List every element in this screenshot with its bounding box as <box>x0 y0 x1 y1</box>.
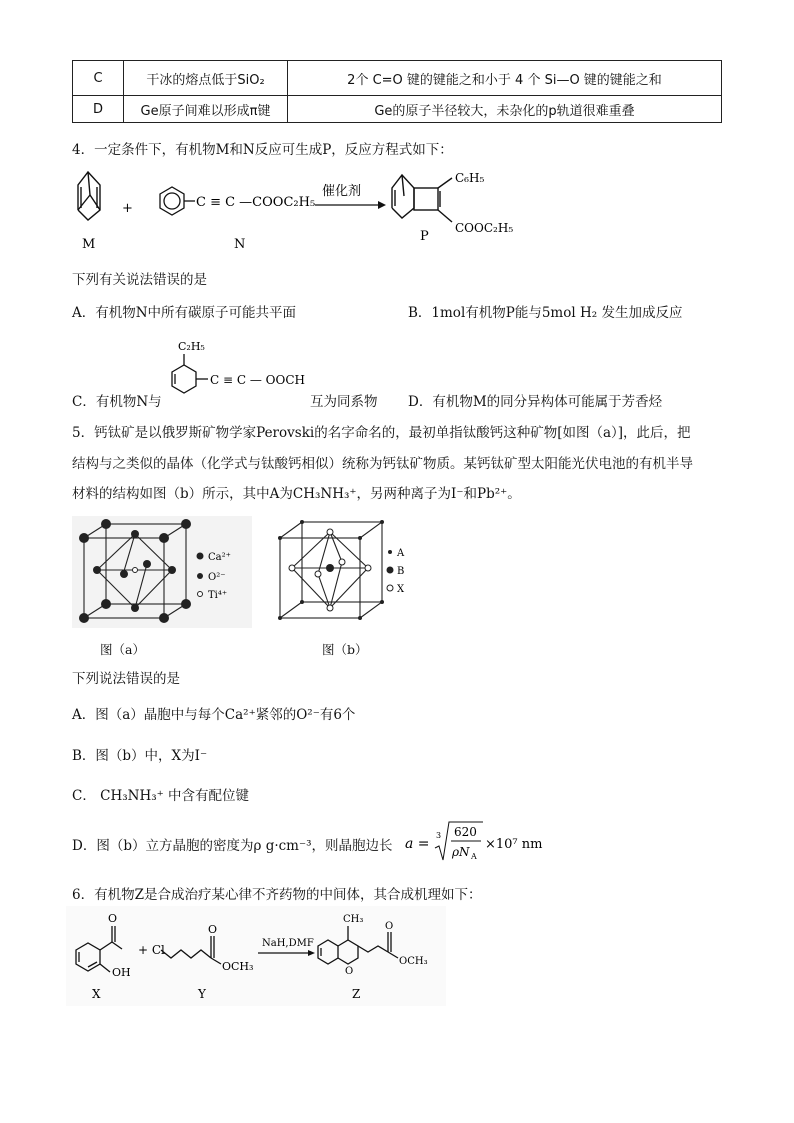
q4-reaction-scheme <box>60 160 540 255</box>
y-chloro: + Cl <box>138 943 165 957</box>
plus-sign: + <box>122 201 133 216</box>
option-cell: D <box>73 96 124 123</box>
molecule-n-ring <box>160 187 184 215</box>
q5-prompt: 下列说法错误的是 <box>72 671 180 687</box>
catalyst-label: 催化剂 <box>322 184 362 199</box>
formula-denominator-sub: A <box>471 852 477 861</box>
p-substituent-phenyl: C₆H₅ <box>455 171 485 185</box>
q4-option-c-structure <box>160 334 320 404</box>
formula-denominator: ρN <box>452 845 470 859</box>
q4-option-c-suffix: 互为同系物 <box>310 394 378 410</box>
legend-b-b: B <box>397 566 405 577</box>
caption-figure-a: 图（a） <box>100 642 145 657</box>
y-carbonyl-o: O <box>208 923 218 936</box>
table-row <box>73 61 722 96</box>
statement-cell: 干冰的熔点低于SiO₂ <box>124 61 288 96</box>
label-x: X <box>92 987 101 1001</box>
explanation-cell: Ge的原子半径较大，未杂化的p轨道很难重叠 <box>288 96 722 123</box>
q6-reaction-scheme <box>66 906 446 1006</box>
answer-table <box>72 60 722 123</box>
figure-b-unit-cell <box>270 516 410 628</box>
q5-option-d-prefix: D．图（b）立方晶胞的密度为ρ g·cm⁻³，则晶胞边长 <box>72 838 393 854</box>
label-z: Z <box>352 987 361 1001</box>
legend-b-x: X <box>397 584 405 595</box>
statement-cell: Ge原子间难以形成π键 <box>124 96 288 123</box>
molecule-p <box>392 175 452 222</box>
label-m: M <box>82 237 96 252</box>
q4-option-b: B．1mol有机物P能与5mol H₂ 发生加成反应 <box>408 305 683 321</box>
n-chain: C ≡ C —COOC₂H₅ <box>196 195 316 210</box>
q6-stem: 6．有机物Z是合成治疗某心律不齐药物的中间体，其合成机理如下： <box>72 887 482 903</box>
option-cell: C <box>73 61 124 96</box>
legend-a-ti: Ti⁴⁺ <box>208 590 228 601</box>
table-row <box>73 96 722 123</box>
label-p: P <box>420 229 429 244</box>
q4-stem: 4．一定条件下，有机物M和N反应可生成P，反应方程式如下： <box>72 142 453 158</box>
q5-option-d-formula <box>405 818 555 868</box>
legend-a-ca: Ca²⁺ <box>208 552 231 563</box>
z-carbonyl-o: O <box>385 921 394 932</box>
z-methyl: CH₃ <box>343 914 364 925</box>
reagent-label: NaH,DMF <box>262 938 314 949</box>
x-hydroxyl: OH <box>112 966 131 979</box>
caption-figure-b: 图（b） <box>322 642 368 657</box>
q5-line-1: 5．钙钛矿是以俄罗斯矿物学家Perovski的名字命名的，最初单指钛酸钙这种矿物[如图（a）]，此后，把 <box>72 425 691 441</box>
p-substituent-ester: COOC₂H₅ <box>455 221 514 235</box>
explanation-cell: 2个 C=O 键的键能之和小于 4 个 Si—O 键的键能之和 <box>288 61 722 96</box>
formula-a: a = <box>405 836 430 852</box>
formula-numerator: 620 <box>454 825 477 839</box>
c-chain: C ≡ C — OOCH <box>210 373 305 387</box>
x-carbonyl-o: O <box>108 912 118 925</box>
legend-a-o: O²⁻ <box>208 572 226 583</box>
root-index: 3 <box>436 831 442 840</box>
q5-line-3: 材料的结构如图（b）所示，其中A为CH₃NH₃⁺，另两种离子为I⁻和Pb²⁺。 <box>72 486 521 502</box>
c-ethyl-label: C₂H₅ <box>178 340 205 353</box>
z-methoxy: OCH₃ <box>399 956 428 967</box>
legend-b-a: A <box>397 548 405 559</box>
label-n: N <box>234 237 246 252</box>
z-ring-o: O <box>345 966 354 977</box>
q5-option-a: A．图（a）晶胞中与每个Ca²⁺紧邻的O²⁻有6个 <box>72 707 356 723</box>
q4-option-c-prefix: C．有机物N与 <box>72 394 162 410</box>
q4-prompt: 下列有关说法错误的是 <box>72 272 207 288</box>
molecule-m <box>78 172 100 220</box>
formula-suffix: ×10⁷ nm <box>485 837 543 852</box>
figure-a-unit-cell <box>72 516 252 628</box>
q5-line-2: 结构与之类似的晶体（化学式与钛酸钙相似）统称为钙钛矿物质。某钙钛矿型太阳能光伏电池的有机半导 <box>72 456 693 472</box>
q4-option-a: A．有机物N中所有碳原子可能共平面 <box>72 305 297 321</box>
label-y: Y <box>198 987 206 1001</box>
q5-option-c: C． CH₃NH₃⁺ 中含有配位键 <box>72 788 250 804</box>
q4-option-d: D．有机物M的同分异构体可能属于芳香烃 <box>408 394 663 410</box>
q5-option-b: B．图（b）中，X为I⁻ <box>72 748 208 764</box>
y-methoxy: OCH₃ <box>222 960 254 973</box>
